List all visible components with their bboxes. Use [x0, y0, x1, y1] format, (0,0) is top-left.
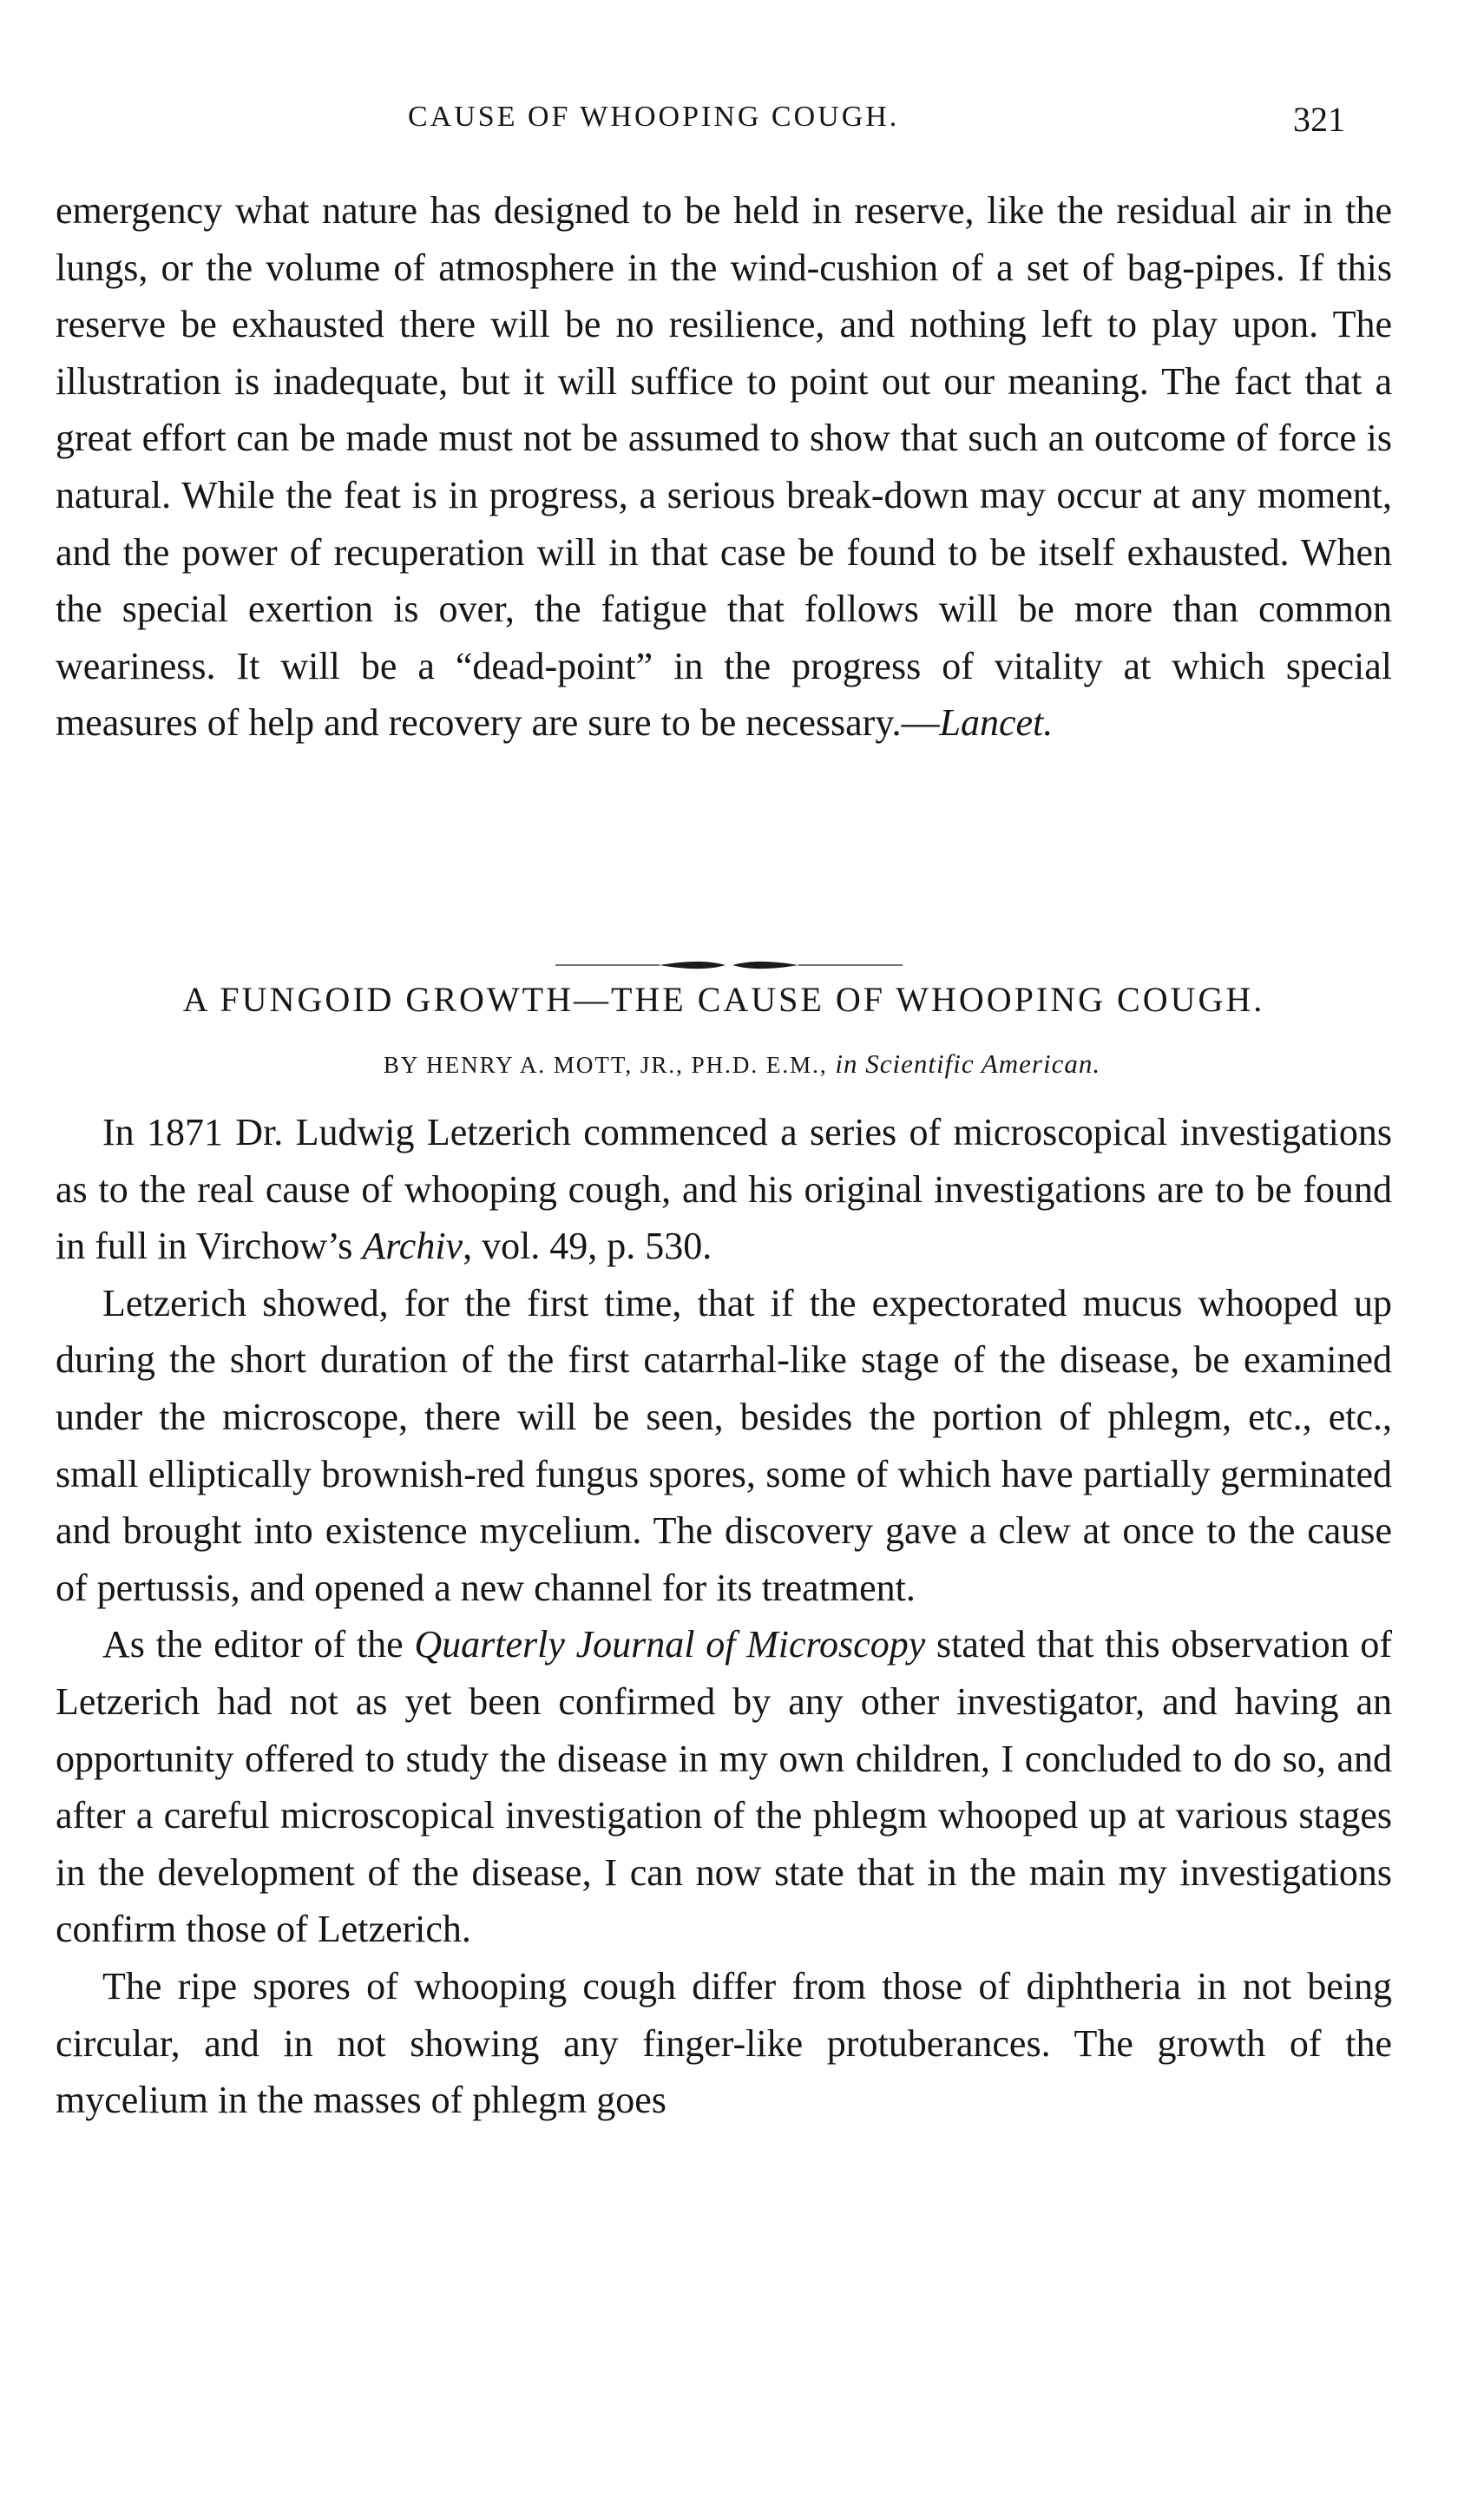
article-body	[56, 1104, 1392, 2129]
running-head	[0, 94, 1484, 146]
continued-text: emergency what nature has designed to be held in reserve, like the residual air in the lungs, or the volume of atmosphere in the wind-cushion of a set of bag-pipes. If this reserve be exhausted there will be no resilience, and nothing left to play upon. The illustration is inadequate, but it will suffice to point out our meaning. The fact that a great effort can be made must not be assumed to show that such an outcome of force is natural. While the feat is in progress, a serious break-down may occur at any moment, and the power of recuperation will in that case be found to be itself exhausted. When the special exertion is over, the fatigue that follows will be more than common weariness. It will be a “dead-point” in the progress of vitality at which special measures of help and recovery are sure to be necessary.—	[56, 189, 1392, 745]
running-title: CAUSE OF WHOOPING COUGH.	[408, 101, 900, 133]
byline-author: BY HENRY A. MOTT, JR., PH.D. E.M.,	[383, 1052, 828, 1078]
divider-swell-right	[732, 962, 798, 969]
paragraph-1	[56, 1104, 1392, 1275]
paragraph-2: Letzerich showed, for the first time, that if the expectorated mucus whooped up during the short duration of the first catarrhal-like stage of the disease, be examined under the microscope, there will be seen, besides the portion of phlegm, etc., etc., small elliptically brownish-red fungus spores, some of which have partially germinated and brought into existence mycelium. The discovery gave a clew at once to the cause of pertussis, and opened a new channel for its treatment.	[56, 1281, 1392, 1609]
source-citation: Lancet.	[939, 701, 1054, 745]
paragraph-3	[56, 1616, 1392, 1958]
byline-source: Scientific American.	[865, 1048, 1101, 1079]
byline-in: in	[835, 1048, 858, 1079]
paragraph-3-text: stated that this observation of Letzerich had not as yet been confirmed by any other investigator, and having an opportunity offered to study the disease in my own children, I concluded to do so, and after a careful microscopical investigation of the phlegm whooped up at various stages in the development of the disease, I can now state that in the main my investigations confirm those of Letzerich.	[56, 1623, 1392, 1951]
paragraph-4: The ripe spores of whooping cough differ from those of diphtheria in not being circular, and in not showing any finger-like protuberances. The growth of the mycelium in the masses of phlegm goes	[56, 1964, 1392, 2122]
paragraph-3-lead: As the editor of the	[102, 1623, 404, 1666]
page-number: 321	[1293, 100, 1345, 139]
paragraph-1-citation: , vol. 49, p. 530.	[463, 1225, 712, 1268]
byline	[0, 1048, 1484, 1080]
continued-paragraph	[56, 182, 1392, 752]
archiv-title: Archiv	[362, 1225, 463, 1268]
section-divider-ornament	[555, 956, 903, 974]
divider-swell-left	[660, 962, 726, 969]
paragraph-1-text: In 1871 Dr. Ludwig Letzerich commenced a series of microscopical investigations as to the real cause of whooping cough, and his original investigations are to be found in full in Virchow’s	[56, 1111, 1392, 1268]
article-title: A FUNGOID GROWTH—THE CAUSE OF WHOOPING COUGH.	[182, 980, 1265, 1019]
journal-title: Quarterly Journal of Microscopy	[414, 1623, 926, 1666]
